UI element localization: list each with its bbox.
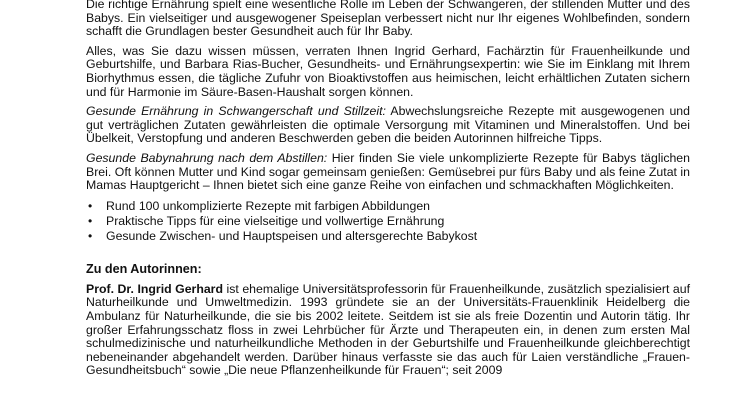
feature-list-item: • Gesunde Zwischen- und Hauptspeisen und altersgerechte Babykost — [86, 229, 690, 244]
feature-list-item: • Praktische Tipps für eine vielseitige und vollwertige Ernährung — [86, 214, 690, 229]
intro-paragraph-3 — [86, 105, 690, 146]
intro-paragraph-1: Die richtige Ernährung spielt eine wesentliche Rolle im Leben der Schwangeren, der stillenden Mutter und des Babys. Ein vielseitiger und ausgewogener Speiseplan verbessert nicht nur Ihr eigenes Wohlbefinden, sondern schafft die Grundlagen bester Gesundheit auch für Ihr Baby. — [86, 0, 690, 39]
author-bio — [86, 283, 690, 378]
paragraph-4-body: Hier finden Sie viele unkomplizierte Rezepte für Babys täglichen Brei. Oft können Mutter und Kind sogar gemeinsam genießen: Gemüsebrei pur fürs Baby und als feine Zutat in Mamas Hauptgericht – Ihnen bietet sich eine ganze Reihe von einfachen und schmackhaften Möglichkeiten. — [86, 150, 690, 193]
authors-heading: Zu den Autorinnen: — [86, 261, 202, 276]
paragraph-3-title: Gesunde Ernährung in Schwangerschaft und Stillzeit: — [86, 104, 386, 119]
intro-paragraph-4 — [86, 152, 690, 193]
feature-list — [86, 199, 690, 244]
intro-paragraph-2: Alles, was Sie dazu wissen müssen, verraten Ihnen Ingrid Gerhard, Fachärztin für Frauenheilkunde und Geburtshilfe, und Barbara Rias-Bucher, Gesundheits- und Ernährungsexpertin: wie Sie im Einklang mit Ihrem Biorhythmus essen, die tägliche Zufuhr von Bioaktivstoffen aus heimischen, leicht erhältlichen Zutaten sichern und für Harmonie im Säure-Basen-Haushalt sorgen können. — [86, 43, 690, 99]
feature-list-item: • Rund 100 unkomplizierte Rezepte mit farbigen Abbildungen — [86, 199, 690, 214]
paragraph-3-body: Abwechslungsreiche Rezepte mit ausgewogenen und gut verträglichen Zutaten gewährleisten die optimale Versorgung mit Vitaminen und Mineralstoffen. Und bei Übelkeit, Verstopfung und anderen Beschwerden geben die beiden Autorinnen hilfreiche Tipps. — [86, 104, 690, 146]
author-name: Prof. Dr. Ingrid Gerhard — [86, 281, 223, 296]
paragraph-4-title: Gesunde Babynahrung nach dem Abstillen: — [86, 150, 328, 165]
document-page — [86, 0, 690, 384]
author-bio-text: ist ehemalige Universitätsprofessorin für Frauenheilkunde, zusätzlich spezialisiert auf Naturheilkunde und Umweltmedizin. 1993 gründete sie an der Universitäts-Frauenklinik Heidelberg die Ambulanz für Naturheilkunde, die sie bis 2002 leitete. Seitdem ist sie als freie Dozentin und Autorin tätig. Ihr großer Erfahrungsschatz floss in zwei Lehrbücher für Ärzte und Therapeuten ein, in denen zum ersten Mal schulmedizinische und naturheilkundliche Methoden in der Geburtshilfe und Frauenheilkunde gleichberechtigt nebeneinander abgehandelt werden. Darüber hinaus verfasste sie das auch für Laien verständliche „Frauen-Gesundheitsbuch“ sowie „Die neue Pflanzenheilkunde für Frauen“; seit 2009 — [86, 281, 690, 378]
